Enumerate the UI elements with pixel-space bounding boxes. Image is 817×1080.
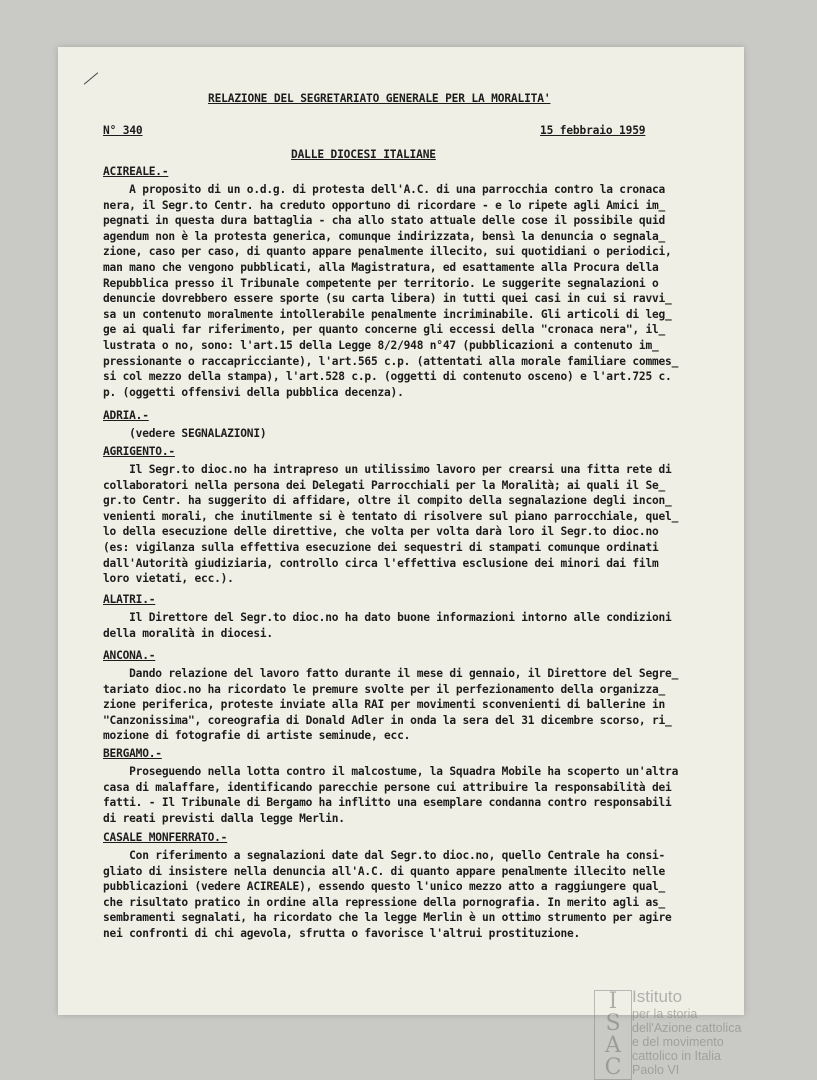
institute-logo <box>594 990 632 1080</box>
section-body <box>103 764 713 826</box>
text-line: Repubblica presso il Tribunale competente per territorio. Le suggerite segnalazioni o <box>103 276 659 290</box>
section-heading: BERGAMO.- <box>103 747 162 760</box>
section-body <box>103 666 713 744</box>
text-line: sa un contenuto moralmente intollerabile penalmente incriminabile. Gli articoli di leg_ <box>103 307 672 321</box>
report-title: RELAZIONE DEL SEGRETARIATO GENERALE PER LA MORALITA' <box>208 92 551 105</box>
text-line: nera, il Segr.to Centr. ha creduto opportuno di ricordare - e lo ripete agli Amici im_ <box>103 198 666 212</box>
text-line: si col mezzo della stampa), l'art.528 c.p. (oggetti di contenuto osceno) e l'art.725 c. <box>103 370 672 384</box>
text-line: tariato dioc.no ha ricordato le premure svolte per il perfezionamento della organizza_ <box>103 682 666 696</box>
text-line: lustrata o no, sono: l'art.15 della Legge 8/2/948 n°47 (pubblicazioni a contenuto im_ <box>103 338 659 352</box>
text-line: gliato di insistere nella denuncia all'A.C. di quanto appare penalmente illecito nelle <box>103 864 666 878</box>
text-line: gr.to Centr. ha suggerito di affidare, oltre il compito della segnalazione degli incon_ <box>103 494 672 508</box>
text-line: fatti. - Il Tribunale di Bergamo ha inflitto una esemplare condanna contro responsabili <box>103 796 672 810</box>
text-line: ge ai quali far riferimento, per quanto concerne gli eccessi della "cronaca nera", il_ <box>103 323 666 337</box>
text-line: denuncie dovrebbero essere sporte (su carta libera) in tutti quei casi in cui si ravvi_ <box>103 292 672 306</box>
text-line: di reati previsti dalla legge Merlin. <box>103 811 345 825</box>
text-line: zione periferica, proteste inviate alla RAI per movimenti sconvenienti di ballerine in <box>103 698 666 712</box>
logo-letter: S <box>605 1011 621 1036</box>
text-line: Proseguendo nella lotta contro il malcostume, la Squadra Mobile ha scoperto un'altra <box>103 765 679 778</box>
text-line: A proposito di un o.d.g. di protesta dell'A.C. di una parrocchia contro la cronaca <box>103 183 666 196</box>
section-heading: ADRIA.- <box>103 409 149 422</box>
institute-subtitle-line: cattolico in Italia <box>632 1049 721 1063</box>
text-line: Dando relazione del lavoro fatto durante il mese di gennaio, il Direttore del Segre_ <box>103 667 679 680</box>
text-line: pegnati in questa dura battaglia - cha allo stato attuale delle cose il possibile quid <box>103 214 666 228</box>
text-line: (es: vigilanza sulla effettiva esecuzione dei sequestri di stampati comunque ordinati <box>103 540 659 554</box>
text-line: sembramenti segnalati, ha ricordato che la legge Merlin è un ottimo strumento per agire <box>103 911 672 925</box>
section-heading: CASALE MONFERRATO.- <box>103 831 228 844</box>
section-heading: ALATRI.- <box>103 593 156 606</box>
report-date: 15 febbraio 1959 <box>540 124 646 137</box>
logo-letter: I <box>608 989 618 1014</box>
text-line: "Canzonissima", coreografia di Donald Adler in onda la sera del 31 dicembre scorso, ri_ <box>103 713 672 727</box>
text-line: zione, caso per caso, di quanto appare penalmente illecito, sui quotidiani o periodici, <box>103 245 672 259</box>
text-line: pressionante o raccapricciante), l'art.565 c.p. (attentati alla morale familiare commes_ <box>103 354 679 368</box>
text-line: nei confronti di chi agevola, sfrutta o favorisce l'altrui prostituzione. <box>103 926 581 940</box>
institute-subtitle-line: per la storia <box>632 1007 698 1021</box>
text-line: mozione di fotografie di artiste seminude, ecc. <box>103 729 411 743</box>
text-line: man mano che vengono pubblicati, alla Magistratura, ed esattamente alla Procura della <box>103 260 659 274</box>
text-line: Il Direttore del Segr.to dioc.no ha dato buone informazioni intorno alle condizioni <box>103 611 672 624</box>
section-body <box>103 182 713 400</box>
text-line: agendum non è la protesta generica, comunque indirizzata, bensì la denuncia o segnala_ <box>103 229 666 243</box>
institute-subtitle-line: dell'Azione cattolica <box>632 1021 742 1035</box>
text-line: Con riferimento a segnalazioni date dal Segr.to dioc.no, quello Centrale ha consi- <box>103 849 666 862</box>
institute-name: Istituto <box>632 987 683 1006</box>
text-line: lo della esecuzione delle direttive, che volta per volta darà loro il Segr.to dioc.no <box>103 525 659 539</box>
section-heading: AGRIGENTO.- <box>103 445 175 458</box>
archive-watermark <box>590 988 817 1080</box>
section-body <box>103 610 713 641</box>
text-line: casa di malaffare, identificando parecchie persone cui attribuire la responsabilità dei <box>103 780 672 794</box>
logo-letter: C <box>604 1055 622 1080</box>
text-line: che risultato pratico in ordine alla repressione della pornografia. In merito agli as_ <box>103 895 666 909</box>
text-line: venienti morali, che inutilmente si è tentato di risolvere sul piano parrocchiale, quel_ <box>103 509 679 523</box>
text-line: della moralità in diocesi. <box>103 626 273 640</box>
text-line: pubblicazioni (vedere ACIREALE), essendo questo l'unico mezzo atto a raggiungere qual_ <box>103 880 666 894</box>
text-line: dall'Autorità giudiziaria, controllo circa l'effettiva esclusione dei minori dai film <box>103 556 659 570</box>
section-body <box>103 848 713 942</box>
logo-letter: A <box>605 1033 621 1058</box>
section-heading: ACIREALE.- <box>103 165 169 178</box>
institute-subtitle-line: e del movimento <box>632 1035 724 1049</box>
section-body <box>103 426 713 442</box>
text-line: Il Segr.to dioc.no ha intrapreso un utilissimo lavoro per crearsi una fitta rete di <box>103 463 672 476</box>
section-body <box>103 462 713 587</box>
text-line: loro vietati, ecc.). <box>103 572 234 586</box>
text-line: collaboratori nella persona dei Delegati Parrocchiali per la Moralità; ai quali il Se_ <box>103 478 666 492</box>
report-subtitle: DALLE DIOCESI ITALIANE <box>291 148 436 161</box>
institute-subtitle-line: Paolo VI <box>632 1063 680 1077</box>
text-line: p. (oggetti offensivi della pubblica decenza). <box>103 385 404 399</box>
report-number: N° 340 <box>103 124 143 137</box>
section-heading: ANCONA.- <box>103 649 156 662</box>
text-line: (vedere SEGNALAZIONI) <box>103 427 267 440</box>
